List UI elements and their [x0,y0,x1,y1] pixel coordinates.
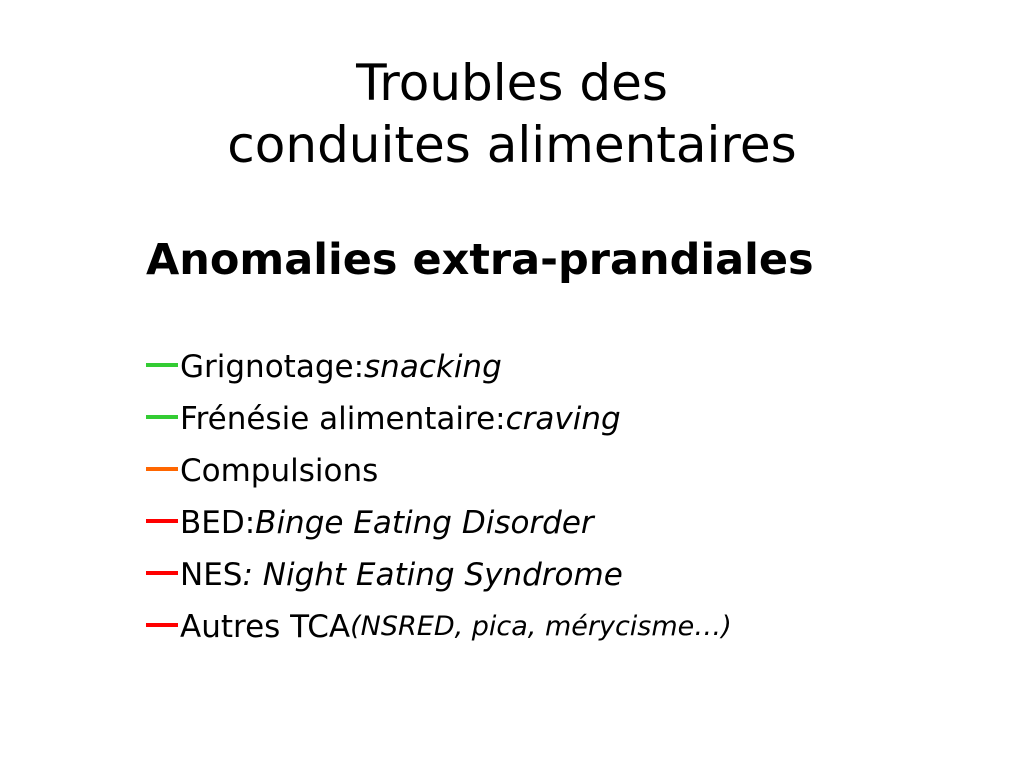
bullet-label: Frénésie alimentaire: [180,401,506,437]
bullet-detail: snacking [364,349,502,385]
bullet-label: NES [180,557,243,593]
bullet-item-autres-tca [146,603,732,655]
bullet-list [146,343,732,655]
dash-bullet-icon [146,551,180,599]
slide-title [0,52,1024,176]
bullet-detail: (NSRED, pica, mérycisme…) [350,611,732,642]
bullet-item-bed [146,499,732,551]
title-line-1: Troubles des [356,54,668,112]
title-line-2: conduites alimentaires [227,116,797,174]
bullet-item-nes [146,551,732,603]
dash-bullet-icon [146,343,180,391]
bullet-detail: : Night Eating Syndrome [242,557,623,593]
section-heading: Anomalies extra-prandiales [146,235,814,285]
dash-bullet-icon [146,499,180,547]
bullet-label: BED: [180,505,256,541]
dash-bullet-icon [146,395,180,443]
dash-bullet-icon [146,603,180,651]
bullet-label: Compulsions [180,453,379,489]
dash-bullet-icon [146,447,180,495]
bullet-label: Grignotage: [180,349,365,385]
bullet-detail: Binge Eating Disorder [255,505,594,541]
bullet-item-frenesie [146,395,732,447]
bullet-item-compulsions [146,447,732,499]
bullet-item-grignotage [146,343,732,395]
bullet-detail: craving [505,401,621,437]
bullet-label: Autres TCA [180,609,351,645]
